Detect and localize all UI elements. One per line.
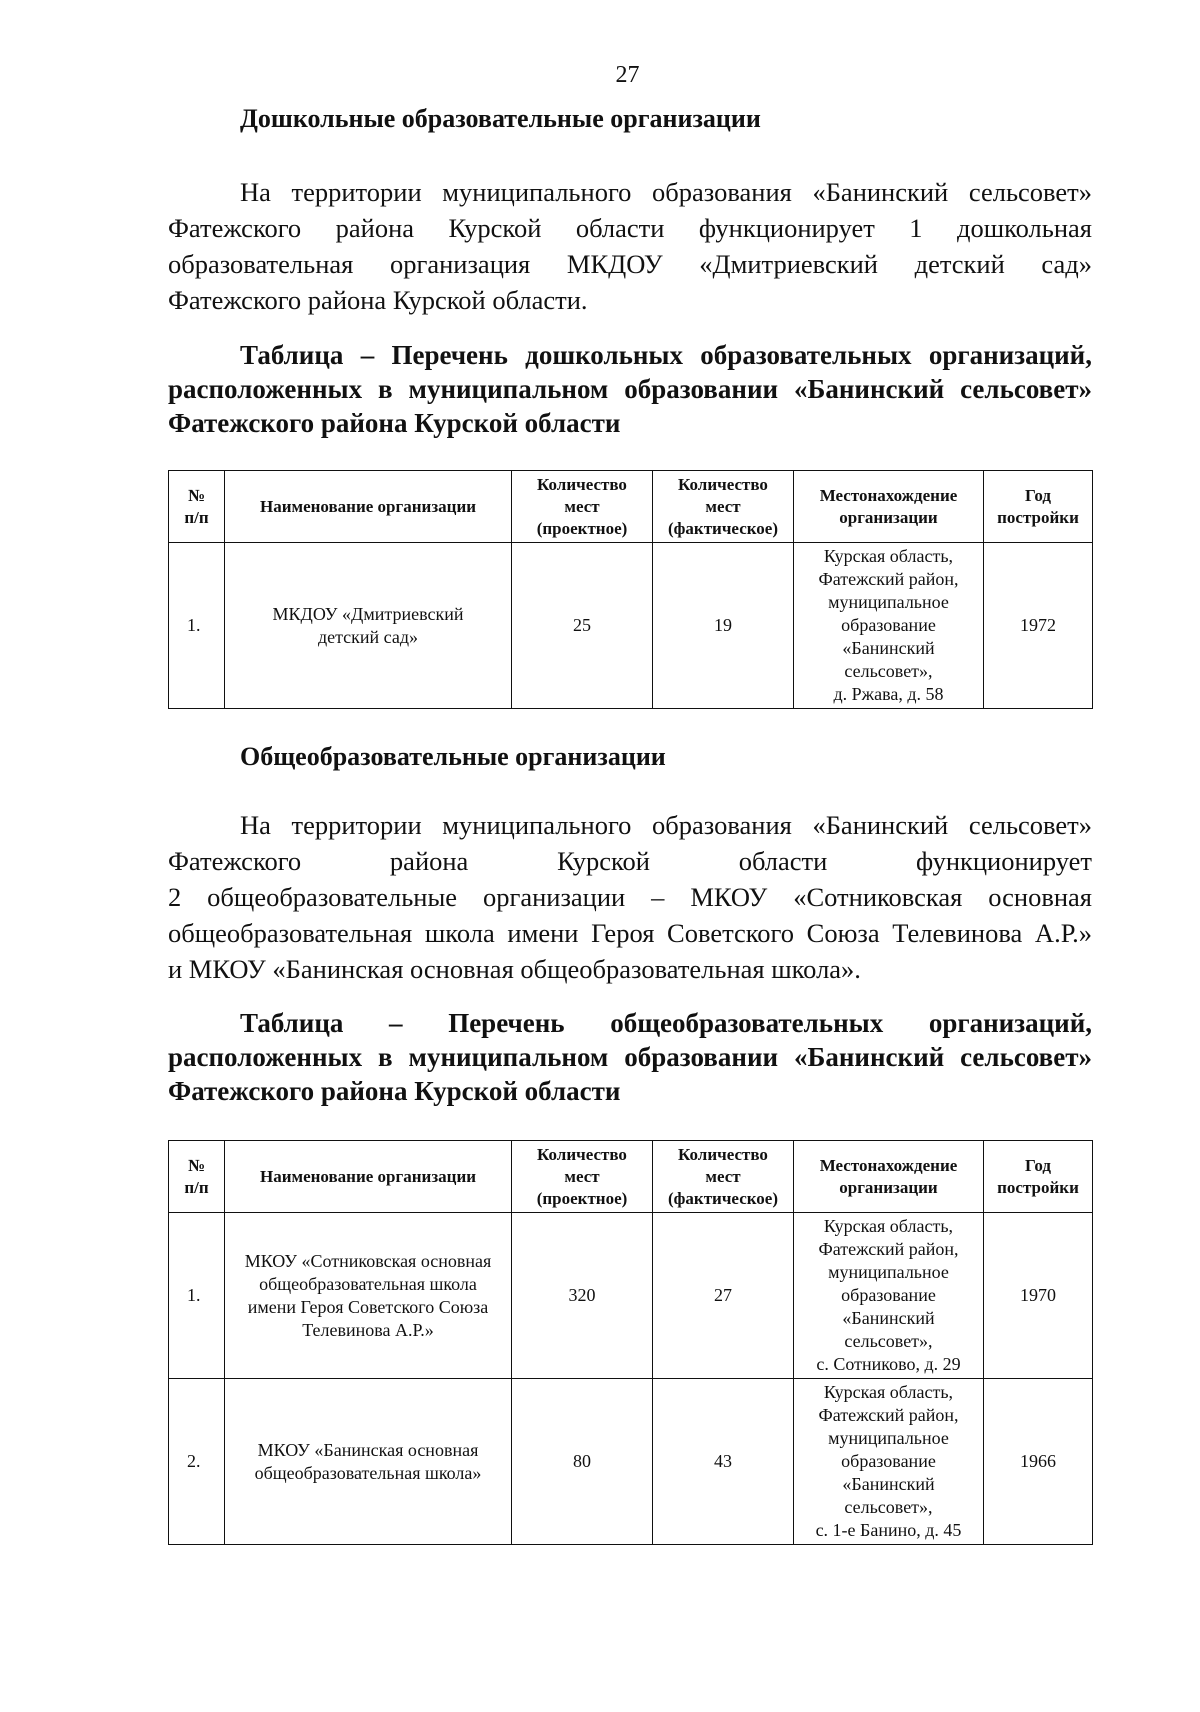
general-table xyxy=(168,1140,1093,1545)
cell-year: 1972 xyxy=(984,543,1093,709)
table-caption-preschool xyxy=(168,338,1092,440)
cell-num: 1. xyxy=(169,1213,225,1379)
paragraph-line: Фатежского района Курской области. xyxy=(168,285,588,315)
cell-planned: 80 xyxy=(512,1379,653,1545)
table-row xyxy=(169,1213,1093,1379)
paragraph-line: На территории муниципального образования «Банинский сельсовет» xyxy=(240,810,1092,840)
paragraph-line: На территории муниципального образования «Банинский сельсовет» xyxy=(240,177,1092,207)
paragraph-line: 2 общеобразовательные организации – МКОУ «Сотниковская основная xyxy=(168,882,1092,912)
caption-line: расположенных в муниципальном образовании «Банинский сельсовет» xyxy=(168,1042,1092,1072)
caption-line: Таблица – Перечень дошкольных образовательных организаций, xyxy=(240,340,1092,370)
cell-actual: 43 xyxy=(653,1379,794,1545)
caption-line: Фатежского района Курской области xyxy=(168,1076,621,1106)
caption-line: Фатежского района Курской области xyxy=(168,408,621,438)
header-year: Год постройки xyxy=(984,1141,1093,1213)
cell-name: МКОУ «Сотниковская основная общеобразовательная школа имени Героя Советского Союза Телевинова А.Р.» xyxy=(225,1213,512,1379)
paragraph-line: Фатежского района Курской области функционирует 1 дошкольная xyxy=(168,213,1092,243)
section-heading-preschool: Дошкольные образовательные организации xyxy=(240,104,761,133)
header-actual: Количество мест (фактическое) xyxy=(653,1141,794,1213)
table-row xyxy=(169,543,1093,709)
header-num: № п/п xyxy=(169,1141,225,1213)
table-header-row xyxy=(169,1141,1093,1213)
header-actual: Количество мест (фактическое) xyxy=(653,471,794,543)
paragraph-line: и МКОУ «Банинская основная общеобразовательная школа». xyxy=(168,954,861,984)
header-location: Местонахождение организации xyxy=(794,471,984,543)
paragraph-line: Фатежского района Курской области функционирует xyxy=(168,846,1092,876)
cell-num: 2. xyxy=(169,1379,225,1545)
page-number: 27 xyxy=(615,62,640,88)
header-year: Год постройки xyxy=(984,471,1093,543)
paragraph-line: образовательная организация МКДОУ «Дмитриевский детский сад» xyxy=(168,249,1092,279)
table-row xyxy=(169,1379,1093,1545)
paragraph-preschool xyxy=(168,174,1092,318)
cell-year: 1970 xyxy=(984,1213,1093,1379)
cell-num: 1. xyxy=(169,543,225,709)
cell-year: 1966 xyxy=(984,1379,1093,1545)
paragraph-general xyxy=(168,807,1092,987)
cell-location: Курская область, Фатежский район, муниципальное образование «Банинский сельсовет», с. Сотниково, д. 29 xyxy=(794,1213,984,1379)
header-location: Местонахождение организации xyxy=(794,1141,984,1213)
cell-actual: 19 xyxy=(653,543,794,709)
cell-name: МКДОУ «Дмитриевский детский сад» xyxy=(225,543,512,709)
cell-actual: 27 xyxy=(653,1213,794,1379)
caption-line: Таблица – Перечень общеобразовательных организаций, xyxy=(240,1008,1092,1038)
table-header-row xyxy=(169,471,1093,543)
header-num: № п/п xyxy=(169,471,225,543)
paragraph-line: общеобразовательная школа имени Героя Советского Союза Телевинова А.Р.» xyxy=(168,918,1092,948)
table-caption-general xyxy=(168,1006,1092,1108)
header-name: Наименование организации xyxy=(225,1141,512,1213)
cell-location: Курская область, Фатежский район, муниципальное образование «Банинский сельсовет», с. 1-е Банино, д. 45 xyxy=(794,1379,984,1545)
caption-line: расположенных в муниципальном образовании «Банинский сельсовет» xyxy=(168,374,1092,404)
header-planned: Количество мест (проектное) xyxy=(512,471,653,543)
cell-name: МКОУ «Банинская основная общеобразовательная школа» xyxy=(225,1379,512,1545)
preschool-table xyxy=(168,470,1093,709)
cell-location: Курская область, Фатежский район, муниципальное образование «Банинский сельсовет», д. Ржава, д. 58 xyxy=(794,543,984,709)
cell-planned: 25 xyxy=(512,543,653,709)
header-planned: Количество мест (проектное) xyxy=(512,1141,653,1213)
section-heading-general: Общеобразовательные организации xyxy=(240,742,666,771)
cell-planned: 320 xyxy=(512,1213,653,1379)
header-name: Наименование организации xyxy=(225,471,512,543)
